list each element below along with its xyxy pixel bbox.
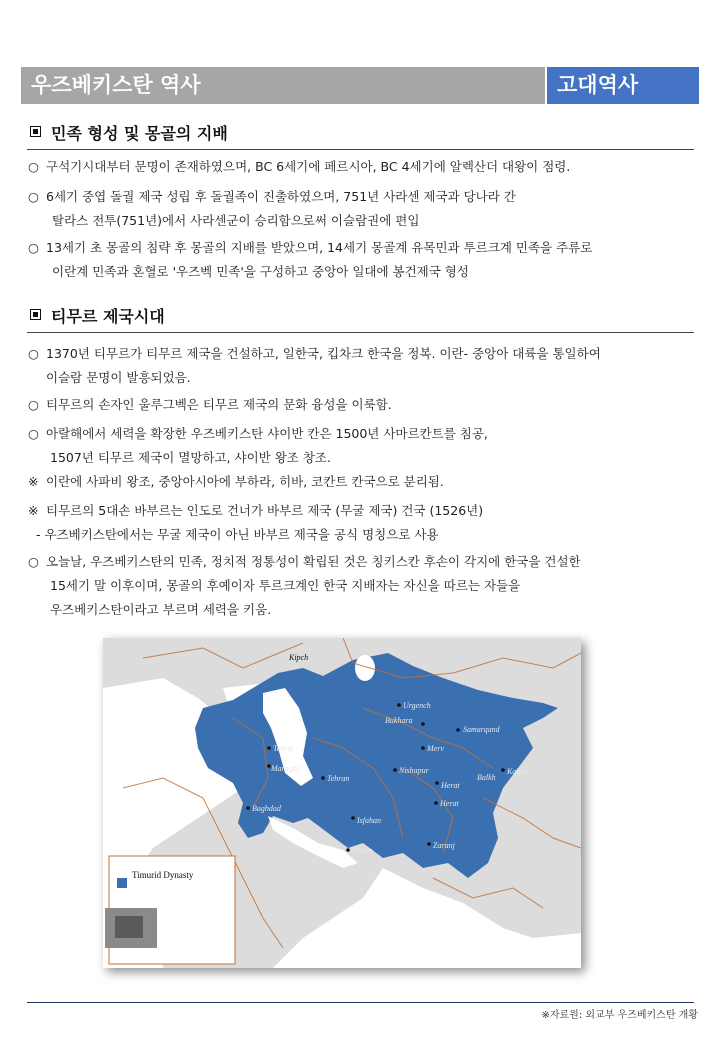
city-tabriz: Tabriz [273,744,294,753]
city-baghdad: Baghdad [252,804,281,813]
section-title-text: 티무르 제국시대 [51,307,165,326]
bullet: ○ [28,426,39,441]
city-samarqand: Samarqand [463,725,500,734]
bullet: ○ [28,240,39,255]
item-text: 이란에 사파비 왕조, 중앙아시아에 부하라, 히바, 코칸트 칸국으로 분리됨. [46,474,444,489]
list-item [28,185,708,233]
city-isfahan: Isfahan [357,816,381,825]
timurid-empire-map [103,638,581,968]
section-title-timurid [30,304,165,327]
item-text: 이슬람 문명이 발흥되었음. [46,370,191,385]
note-bullet: ※ [28,503,39,518]
item-text: 티무르의 손자인 울루그벡은 티무르 제국의 문화 융성을 이룩함. [46,397,392,412]
item-text: 6세기 중엽 돌궐 제국 성립 후 돌궐족이 진출하였으며, 751년 사라센 제국과 당나라 간 [46,189,516,204]
item-text: 15세기 말 이후이며, 몽골의 후예이자 투르크계인 한국 지배자는 자신을 따르는 자들을 [50,578,521,593]
section-title-ethnic [30,121,228,144]
page-title: 우즈베키스탄 역사 [21,67,545,104]
city-nishapur: Nishapur [399,766,429,775]
bullet: ○ [28,189,39,204]
city-bukhara: Bukhara [385,716,413,725]
note-bullet: ※ [28,474,39,489]
city-balkh: Balkh [477,773,496,782]
legend-label: Timurid Dynasty [132,870,194,880]
section-divider [27,149,694,150]
item-text: - 우즈베키스탄에서는 무굴 제국이 아닌 바부르 제국을 공식 명칭으로 사용 [36,527,439,542]
footer-divider [27,1002,694,1003]
city-kipch: Kipch [289,653,309,662]
item-text: 우즈베키스탄이라고 부르며 세력을 키움. [50,602,272,617]
section-badge: 고대역사 [547,67,699,104]
city-herat: Herat [441,781,460,790]
page-header [21,67,699,104]
city-merv: Merv [427,744,444,753]
bullet: ○ [28,159,39,174]
list-item [28,550,708,622]
city-shiraz: Shiraz [352,846,373,855]
item-text: 13세기 초 몽골의 침략 후 몽골의 지배를 받았으며, 14세기 몽골계 유목민과 투르크계 민족을 주류로 [46,240,593,255]
item-text: 구석기시대부터 문명이 존재하였으며, BC 6세기에 페르시아, BC 4세기에 알렉산더 대왕이 점령. [46,159,571,174]
city-zaranj: Zaranj [433,841,455,850]
list-item [28,155,708,179]
square-bullet-icon [30,309,41,320]
bullet: ○ [28,554,39,569]
section-title-text: 민족 형성 및 몽골의 지배 [51,124,228,143]
list-item [28,236,708,284]
map-svg [103,638,581,968]
item-text: 1507년 티무르 제국이 멸망하고, 샤이반 왕조 창조. [50,450,331,465]
city-herat-2: Herat [440,799,459,808]
item-text: 이란계 민족과 혼혈로 '우즈벡 민족'을 구성하고 중앙아 일대에 봉건제국 형성 [52,264,469,279]
city-maragha: Maragha [271,764,301,773]
item-text: 탈라스 전투(751년)에서 사라센군이 승리함으로써 이슬람권에 편입 [52,213,420,228]
city-kabul: Kabul [507,767,527,776]
item-text: 아랄해에서 세력을 확장한 우즈베키스탄 샤이반 칸은 1500년 사마르칸트를 침공, [46,426,488,441]
item-text: 오늘날, 우즈베키스탄의 민족, 정치적 정통성이 확립된 것은 칭키스칸 후손이 각지에 한국을 건설한 [46,554,581,569]
bullet: ○ [28,346,39,361]
list-item [28,342,708,390]
item-text: 티무르의 5대손 바부르는 인도로 건너가 바부르 제국 (무굴 제국) 건국 (1526년) [46,503,484,518]
square-bullet-icon [30,126,41,137]
city-tehran: Tehran [327,774,350,783]
list-item [28,422,708,470]
note-item [28,499,708,547]
item-text: 1370년 티무르가 티무르 제국을 건설하고, 일한국, 킵차크 한국을 정복. 이란- 중앙아 대륙을 통일하여 [46,346,601,361]
inset-minimap-highlight [115,916,143,938]
note-item [28,470,708,494]
source-note: ※자료원: 외교부 우즈베키스탄 개황 [541,1010,698,1021]
bullet: ○ [28,397,39,412]
aral-sea [355,655,375,681]
city-urgench: Urgench [403,701,431,710]
list-item [28,393,708,417]
section-divider [27,332,694,333]
legend-swatch [117,878,127,888]
